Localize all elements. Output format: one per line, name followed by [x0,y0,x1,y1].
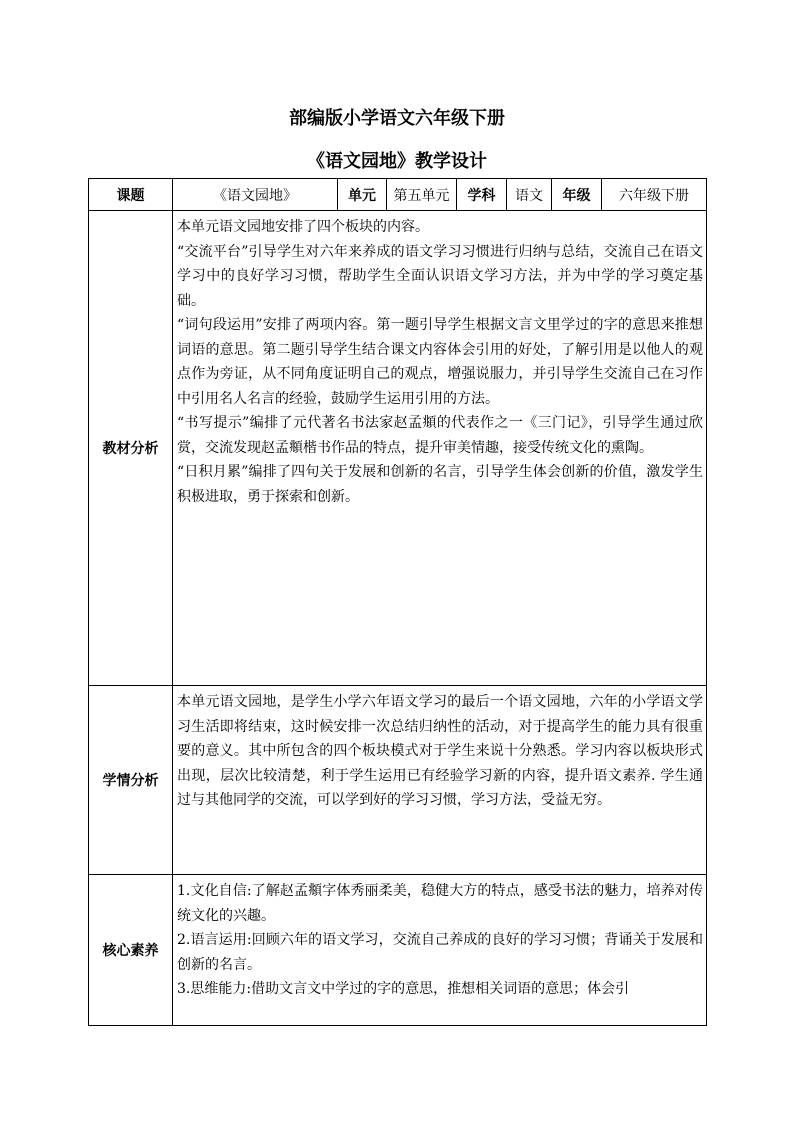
document-title: 部编版小学语文六年级下册 [289,108,505,129]
paragraph: “词句段运用”安排了两项内容。第一题引导学生根据文言文里学过的字的意思来推想词语的意思。第二题引导学生结合课文内容体会引用的好处，了解引用是以他人的观点作为旁证，从不同角度证明自己的观点，增强说服力，并引导学生交流自己在习作中引用名人名言的经验，鼓励学生运用引用的方法。 [177,317,703,407]
subject-label: 学科 [457,179,507,211]
core-literacy-content [173,875,707,1026]
paragraph: 3.思维能力:借助文言文中学过的字的意思，推想相关词语的意思；体会引 [177,981,630,997]
textbook-analysis-label: 教材分析 [89,211,173,686]
paragraph: 2.语言运用:回顾六年的语文学习，交流自己养成的良好的学习习惯；背诵关于发展和创新的名言。 [177,932,703,973]
paragraph: 1.文化自信:了解赵孟頫字体秀丽柔美，稳健大方的特点，感受书法的魅力，培养对传统文化的兴趣。 [177,883,703,924]
paragraph: “交流平台”引导学生对六年来养成的语文学习习惯进行归纳与总结，交流自己在语文学习中的良好学习习惯，帮助学生全面认识语文学习方法，并为中学的学习奠定基础。 [177,243,703,309]
paragraph: 本单元语文园地，是学生小学六年语文学习的最后一个语文园地，六年的小学语文学习生活即将结束，这时候安排一次总结归纳性的活动，对于提高学生的能力具有很重要的意义。其中所包含的四个板块模式对于学生来说十分熟悉。学习内容以板块形式出现，层次比较清楚，利于学生运用已有经验学习新的内容，提升语文素养. 学生通过与其他同学的交流，可以学到好的学习习惯，学习方法，受益无穷。 [177,694,703,808]
lesson-design-table [88,178,707,1026]
unit-label: 单元 [338,179,387,211]
document-subtitle: 《语文园地》教学设计 [307,151,487,172]
paragraph: “书写提示”编排了元代著名书法家赵孟頫的代表作之一《三门记》，引导学生通过欣赏，交流发现赵孟頫楷书作品的特点，提升审美情趣，接受传统文化的熏陶。 [177,415,703,456]
learner-analysis-label: 学情分析 [89,686,173,875]
paragraph: “日积月累”编排了四句关于发展和创新的名言，引导学生体会创新的价值，激发学生积极进取，勇于探索和创新。 [177,464,703,505]
core-literacy-row [89,875,707,1026]
topic-label: 课题 [89,179,173,211]
textbook-analysis-row [89,211,707,686]
topic-value: 《语文园地》 [173,179,338,211]
textbook-analysis-content [173,211,707,686]
grade-value: 六年级下册 [602,179,707,211]
core-literacy-label: 核心素养 [89,875,173,1026]
paragraph: 本单元语文园地安排了四个板块的内容。 [177,219,429,235]
learner-analysis-row [89,686,707,875]
unit-value: 第五单元 [387,179,457,211]
grade-label: 年级 [552,179,602,211]
header-row [89,179,707,211]
learner-analysis-content [173,686,707,875]
subject-value: 语文 [507,179,552,211]
